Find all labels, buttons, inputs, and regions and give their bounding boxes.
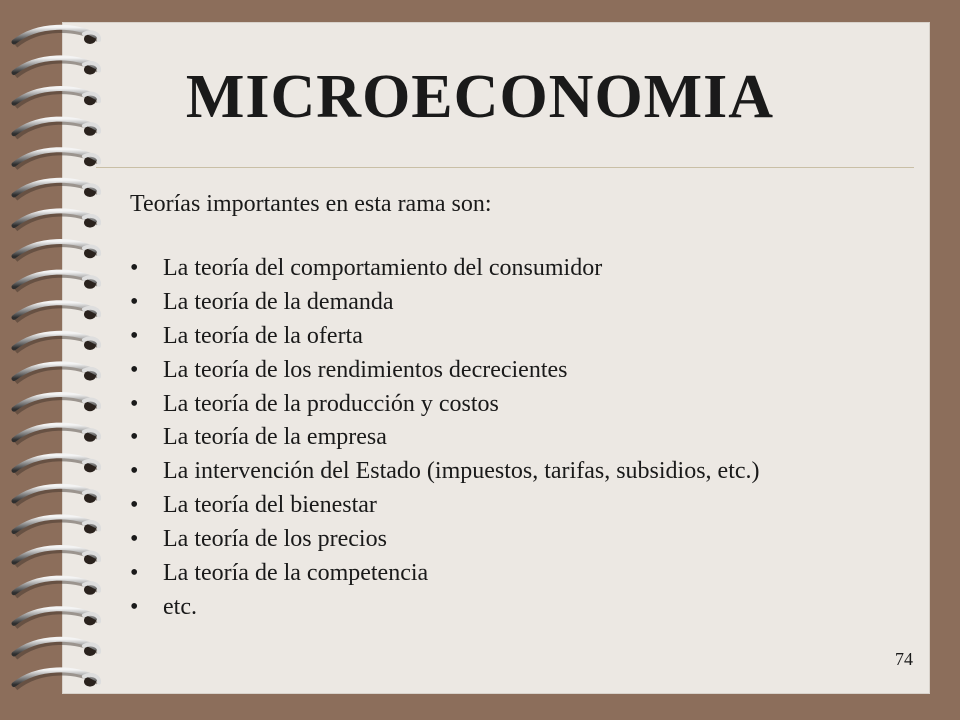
list-item-text: La teoría de la demanda <box>163 288 394 315</box>
list-item-text: La teoría de los precios <box>163 526 387 553</box>
spiral-coil <box>14 303 99 322</box>
list-item <box>130 522 760 556</box>
list-item <box>130 556 760 590</box>
theory-list <box>130 251 760 624</box>
list-item <box>130 420 760 454</box>
page-number: 74 <box>895 649 913 669</box>
list-item-text: La teoría de los rendimientos decrecientes <box>163 356 568 383</box>
spiral-coil <box>14 547 99 566</box>
bullet-icon: • <box>130 593 139 620</box>
bullet-icon: • <box>130 492 139 519</box>
bullet-icon: • <box>130 458 139 485</box>
list-item-text: La teoría de la competencia <box>163 560 429 587</box>
list-item-text: La intervención del Estado (impuestos, tarifas, subsidios, etc.) <box>163 458 760 485</box>
bullet-icon: • <box>130 424 139 451</box>
spiral-coil <box>14 180 99 199</box>
bullet-icon: • <box>130 390 139 417</box>
list-item <box>130 319 760 353</box>
bullet-icon: • <box>130 560 139 587</box>
spiral-coil <box>14 456 99 475</box>
spiral-coil <box>14 150 99 169</box>
spiral-coil <box>14 425 99 444</box>
list-item-text: La teoría de la producción y costos <box>163 390 499 417</box>
list-item-text: La teoría de la empresa <box>163 424 387 451</box>
bullet-icon: • <box>130 526 139 553</box>
bullet-icon: • <box>130 288 139 315</box>
list-item <box>130 285 760 319</box>
spiral-coil <box>14 272 99 291</box>
spiral-coil <box>14 394 99 413</box>
bullet-icon: • <box>130 322 139 349</box>
spiral-coil <box>14 609 99 628</box>
spiral-coil <box>14 486 99 505</box>
spiral-coil <box>14 670 99 689</box>
spiral-coil <box>14 364 99 383</box>
list-item <box>130 251 760 285</box>
title-divider <box>96 167 914 168</box>
list-item <box>130 353 760 387</box>
list-item-text: La teoría del comportamiento del consumidor <box>163 255 603 281</box>
spiral-coil <box>14 333 99 352</box>
spiral-coil <box>14 578 99 597</box>
list-item <box>130 590 760 624</box>
list-item <box>130 454 760 488</box>
bullet-icon: • <box>130 255 139 281</box>
list-item <box>130 387 760 421</box>
list-item-text: La teoría del bienestar <box>163 492 377 519</box>
spiral-coil <box>14 639 99 658</box>
list-item-text: etc. <box>163 593 197 620</box>
intro-text: Teorías importantes en esta rama son: <box>130 191 492 217</box>
list-item <box>130 488 760 522</box>
list-item-text: La teoría de la oferta <box>163 322 363 349</box>
spiral-coil <box>14 241 99 260</box>
bullet-icon: • <box>130 356 139 383</box>
spiral-coil <box>14 517 99 536</box>
spiral-coil <box>14 211 99 230</box>
spiral-coil <box>14 27 99 46</box>
page-title: MICROECONOMIA <box>185 63 775 131</box>
